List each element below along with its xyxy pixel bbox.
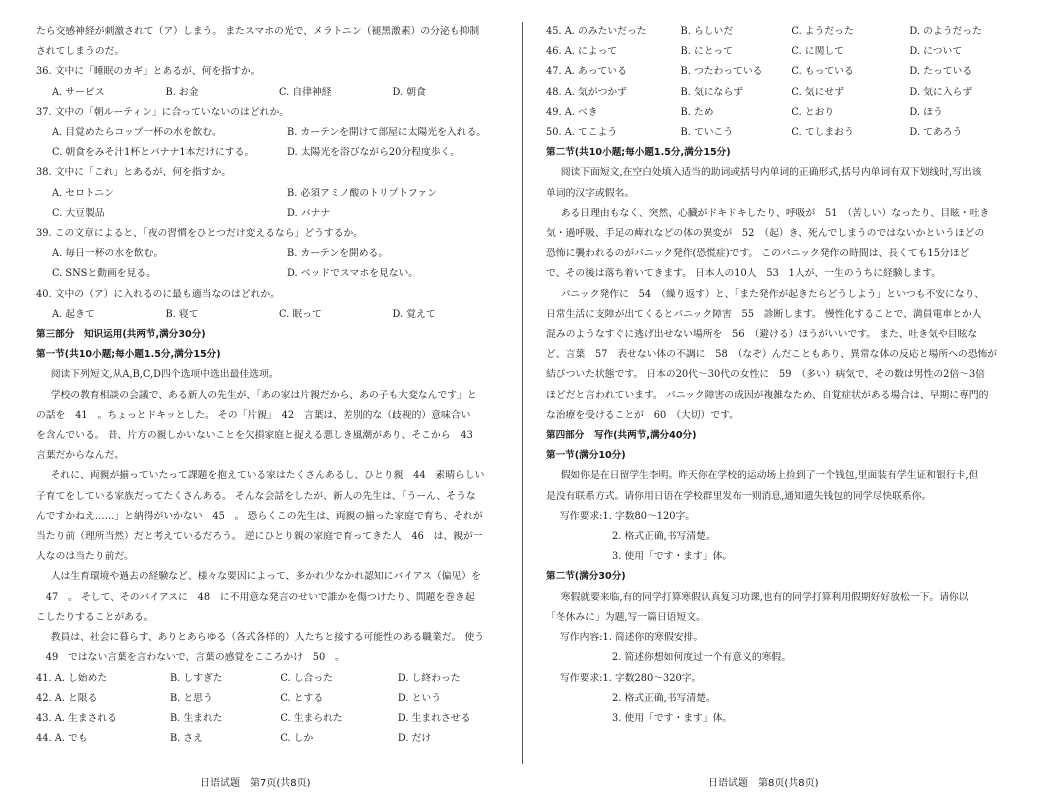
page-8-footer: 日语试题 第8页(共8页): [708, 778, 819, 789]
writing-section2-heading: 第二节(满分30分): [546, 571, 626, 583]
page-7-footer: 日语试题 第7页(共8页): [200, 778, 311, 789]
option: D. のようだった: [909, 26, 982, 37]
option: 42. A. と限る: [36, 692, 98, 704]
q36-options: [36, 83, 506, 103]
q37-options-cd: [36, 143, 506, 163]
option: A. 起きて: [52, 308, 95, 320]
option: C. しか: [280, 733, 314, 745]
option: C. とおり: [791, 106, 835, 118]
option: 43. A. 生まされる: [36, 712, 117, 724]
option: B. らしいだ: [680, 26, 734, 37]
option: C. 大豆製品: [52, 207, 105, 219]
answer-row-47: [546, 62, 1018, 82]
writing-content: 写作内容:1. 简述你的寒假安排。: [560, 632, 704, 644]
writing-content: 2. 简述你想如何度过一个有意义的寒假。: [612, 652, 792, 664]
passage-line: 当たり前（理所当然）だと考えているだろう。 逆にひとり親の家庭で育ってきた人 46 は、親が一: [36, 531, 483, 543]
passage-line: こしたりすることがある。: [36, 611, 154, 623]
option: B. 生まれた: [169, 712, 223, 724]
writing-requirement: 3. 使用「です・ます」体。: [612, 551, 733, 563]
part3-heading: 第三部分 知识运用(共两节,满分30分): [36, 329, 206, 341]
answer-row-42: [36, 689, 506, 709]
section1-heading: 第一节(共10小题;每小题1.5分,满分15分): [36, 349, 221, 361]
passage-line: 子育てをしている家族だってたくさんある。 そんな会話をしたが、新人の先生は、「うーん、そうな: [36, 490, 476, 502]
option: B. にとって: [680, 46, 733, 58]
option: C. 自律神経: [279, 86, 332, 98]
option: C. てしまおう: [791, 127, 854, 139]
writing-requirement: 写作要求:1. 字数80～120字。: [560, 510, 696, 522]
passage-line: を含んでいる。 昔、片方の親しかいないことを欠損家庭と捉える悪しき風潮があり、そこから 43: [36, 430, 473, 442]
option: B. さえ: [169, 733, 203, 745]
passage-line: 49 ではない言葉を言わないで、言葉の感覚をこころかけ 50 。: [36, 652, 345, 664]
passage-line: 教員は、社会に暮らす、ありとあらゆる（各式各样的）人たちと接する可能性のある職業だ。 使う: [50, 632, 485, 644]
option: B. ため: [680, 106, 714, 118]
option: C. ようだった: [791, 26, 854, 37]
q37-stem: 37. 文中の「朝ルーティン」に合っていないのはどれか。: [36, 106, 290, 118]
writing-requirement: 3. 使用「です・ます」体。: [612, 712, 733, 724]
passage-line: パニック発作に 54 （繰り返す）と、「また発作が起きたらどうしよう」といつも不安になり、: [560, 288, 985, 300]
option: C. 朝食をみそ汁1杯とバナナ1本だけにする。: [52, 147, 255, 159]
option: C. 気にせず: [791, 86, 844, 98]
section2-instructions: 单词的汉字或假名。: [546, 187, 635, 199]
option: C. SNSと動画を見る。: [52, 268, 156, 280]
option: D. ほう: [909, 106, 943, 118]
option: 46. A. によって: [546, 46, 618, 58]
q39-stem: 39. この文章によると、「夜の習慣をひとつだけ変えるなら」どうするか。: [36, 228, 364, 240]
option: D. 覚えて: [392, 308, 436, 320]
passage-line: ある日理由もなく、突然、心臓がドキドキしたり、呼吸が 51 （苦しい）なったり、目眩・吐き: [560, 207, 990, 219]
q38-options-ab: [36, 184, 506, 204]
passage-line: で、その後は落ち着いてきます。 日本人の10人 53 1人が、一生のうちに経験します。: [546, 268, 941, 280]
passage-line: 気・過呼吸、手足の痺れなどの体の異変が 52 （起）き、死んでしまうのではないかというほどの: [546, 228, 985, 240]
writing-task-line: 寒假就要来临,有的同学打算寒假认真复习功课,也有的同学打算利用假期好好放松一下。请你以: [560, 591, 969, 603]
answer-row-49: [546, 103, 1018, 123]
passage-line: ほどだと言われています。 パニック障害の成因が複雑なため、自覚症状がある場合は、早期に専門的: [546, 389, 989, 401]
passage-line: 結びついた状態です。 日本の20代～30代の女性に 59 （多い）病気で、その数は男性の2倍～3倍: [546, 369, 985, 381]
answer-row-45: [546, 22, 1018, 42]
passage-line: な治療を受けることが 60 （大切）です。: [546, 409, 739, 421]
q38-options-cd: [36, 204, 506, 224]
option: C. もっている: [791, 66, 854, 78]
option: B. しすぎた: [169, 672, 223, 684]
writing-requirement: 2. 格式正确,书写清楚。: [612, 531, 716, 543]
option: C. 眠って: [279, 308, 322, 320]
q38-stem: 38. 文中に「これ」とあるが、何を指すか。: [36, 167, 232, 179]
answer-row-46: [546, 42, 1018, 62]
section2-instructions: 阅读下面短文,在空白处填入适当的助词或括号内单词的正确形式,括号内单词有双下划线时,写出该: [560, 167, 982, 179]
option: 50. A. てこよう: [546, 127, 618, 139]
option: D. ベッドでスマホを見ない。: [287, 268, 419, 280]
option: 48. A. 気がつかず: [546, 86, 627, 98]
writing-section1-heading: 第一节(满分10分): [546, 450, 626, 462]
option: B. 寝て: [165, 308, 199, 320]
passage-line: 人は生育環境や過去の経験など、様々な要因によって、多かれ少なかれ認知にバイアス（偏见）を: [50, 571, 481, 583]
writing-requirement: 2. 格式正确,书写清楚。: [612, 692, 716, 704]
passage-line: 学校の教育相談の会議で、ある新人の先生が、「あの家は片親だから、あの子も大変なんです」と: [50, 389, 477, 401]
option: D. という: [397, 692, 441, 704]
option: C. とする: [280, 692, 324, 704]
answer-row-43: [36, 709, 506, 729]
option: D. し終わった: [397, 672, 461, 684]
option: C. し合った: [280, 672, 333, 684]
option: D. だけ: [397, 733, 432, 745]
passage-line: たら交感神経が刺激されて（ア）しまう。 またスマホの光で、メラトニン（褪黑激素）の分泌も抑制: [36, 26, 480, 37]
writing-task-line: 「冬休みに」为题,写一篇日语短文。: [546, 611, 706, 623]
option: B. お金: [165, 86, 199, 98]
q36-stem: 36. 文中に「睡眠のカギ」とあるが、何を指すか。: [36, 66, 261, 78]
option: 44. A. でも: [36, 733, 88, 745]
q37-options-ab: [36, 123, 506, 143]
answer-row-41: [36, 669, 506, 689]
passage-line: 恐怖に襲われるのがパニック発作(恐慌症)です。 このパニック発作の時間は、長くても15分ほど: [546, 248, 970, 260]
answer-row-50: [546, 123, 1018, 143]
option: A. 毎日一杯の水を飲む。: [52, 248, 164, 260]
option: D. 気に入らず: [909, 86, 973, 98]
q39-options-ab: [36, 244, 506, 264]
option: 41. A. し始めた: [36, 672, 108, 684]
option: B. カーテンを開けて部屋に太陽光を入れる。: [287, 127, 487, 139]
writing-task-line: 假如你是在日留学生李明。昨天你在学校的运动场上捡到了一个钱包,里面装有学生证和银行卡,但: [560, 470, 979, 482]
passage-line: ど、言葉 57 表せない体の不調に 58 （なぞ）んだこともあり、異常な体の反応と場所への恐怖が: [546, 349, 998, 361]
option: D. バナナ: [287, 207, 331, 219]
column-divider: [522, 22, 523, 764]
writing-task-line: 是没有联系方式。请你用日语在学校群里发布一则消息,通知遗失钱包的同学尽快联系你。: [546, 490, 932, 502]
option: D. 朝食: [392, 86, 426, 98]
passage-line: 言葉だからなんだ。: [36, 450, 125, 462]
option: A. サービス: [52, 86, 105, 98]
option: B. 気にならず: [680, 86, 743, 98]
option: B. ていこう: [680, 127, 734, 139]
answer-row-48: [546, 83, 1018, 103]
option: D. てあろう: [909, 127, 963, 139]
passage-line: 人なのは当たり前だ。: [36, 551, 134, 563]
page-7-column: [36, 22, 506, 749]
option: A. セロトニン: [52, 187, 114, 199]
writing-requirement: 写作要求:1. 字数280～320字。: [560, 672, 702, 684]
option: B. と思う: [169, 692, 213, 704]
option: 49. A. べき: [546, 106, 598, 118]
passage-line: んですかねえ……」と納得がいかない 45 。 恐らくこの先生は、両親の揃った家庭で育ち、それが: [36, 510, 483, 522]
option: B. カーテンを開める。: [287, 248, 389, 260]
option: D. たっている: [909, 66, 973, 78]
option: B. 必須アミノ酸のトリプトファン: [287, 187, 438, 199]
option: D. 生まれさせる: [397, 712, 471, 724]
passage-line: 日常生活に支障が出てくるとパニック障害 55 診断します。 慢性化することで、満員電車とか人: [546, 308, 982, 320]
option: 47. A. あっている: [546, 66, 627, 78]
option: B. つたわっている: [680, 66, 763, 78]
passage-line: 混みのようなすぐに逃げ出せない場所を 56 （避ける）ほうがいいです。 また、吐き気や目眩な: [546, 329, 978, 341]
option: D. について: [909, 46, 963, 58]
section2-heading: 第二节(共10小题;每小题1.5分,满分15分): [546, 147, 731, 159]
option: C. 生まられた: [280, 712, 343, 724]
option: C. に関して: [791, 46, 844, 58]
passage-line: それに、両親が揃っていたって課題を抱えている家はたくさんあるし、ひとり親 44 素晴らしい: [50, 470, 485, 482]
option: D. 太陽光を浴びながら20分程度歩く。: [287, 147, 460, 159]
passage-line: の話を 41 。ちょっとドキッとした。 その「片親」 42 言葉は、差別的な（歧视的）意味合い: [36, 409, 471, 421]
part4-heading: 第四部分 写作(共两节,满分40分): [546, 430, 697, 442]
q40-options: [36, 305, 506, 325]
q40-stem: 40. 文中の（ア）に入れるのに最も適当なのはどれか。: [36, 288, 281, 300]
page-8-column: [546, 22, 1018, 729]
option: 45. A. のみたいだった: [546, 26, 647, 37]
section1-instructions: 阅读下列短文,从A,B,C,D四个选项中选出最佳选项。: [50, 369, 279, 381]
answer-row-44: [36, 729, 506, 749]
passage-line: 47 。 そして、そのバイアスに 48 に不用意な発言のせいで誰かを傷つけたり、問題を巻き起: [36, 591, 475, 603]
passage-line: されてしまうのだ。: [36, 46, 125, 58]
q39-options-cd: [36, 264, 506, 284]
option: A. 目覚めたらコップ一杯の水を飲む。: [52, 127, 222, 139]
